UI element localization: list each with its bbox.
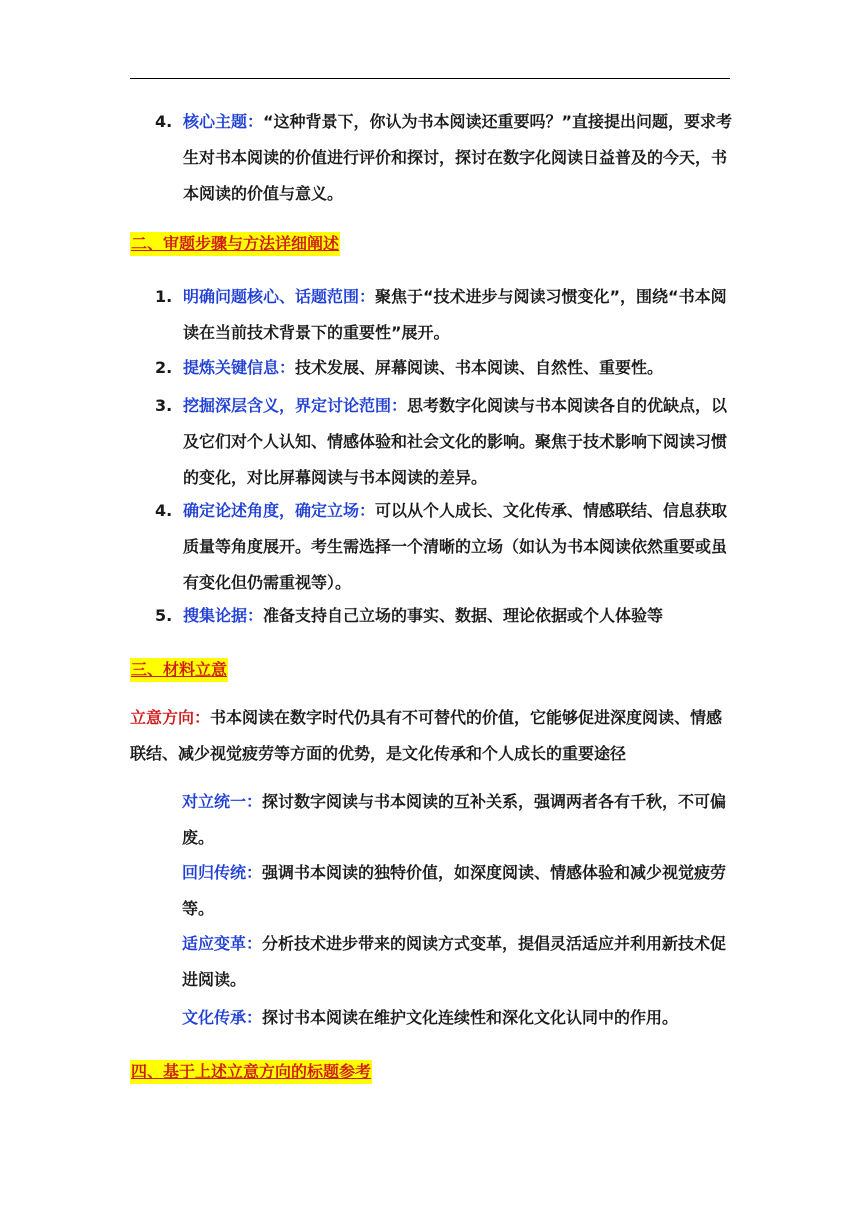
list-item-text	[183, 388, 735, 496]
item-label: 确定论述角度，确定立场：	[183, 501, 376, 520]
section-heading-3: 三、材料立意	[130, 658, 228, 682]
idea-label: 适应变革：	[182, 934, 263, 953]
list-number: 2.	[155, 358, 173, 377]
item-body: 技术发展、屏幕阅读、书本阅读、自然性、重要性。	[295, 358, 664, 377]
list-number: 5.	[155, 606, 173, 625]
header-rule	[130, 78, 730, 79]
list-item-text	[183, 104, 735, 212]
item-label: 核心主题：	[183, 112, 264, 131]
list-item	[155, 493, 735, 601]
list-item	[155, 388, 735, 496]
idea-text: 强调书本阅读的独特价值，如深度阅读、情感体验和减少视觉疲劳等。	[182, 863, 727, 918]
item-label: 提炼关键信息：	[183, 358, 296, 377]
main-idea-label: 立意方向：	[130, 708, 211, 727]
list-number: 3.	[155, 396, 173, 415]
item-body: “这种背景下，你认为书本阅读还重要吗？”直接提出问题，要求考生对书本阅读的价值进行评价和探讨，探讨在数字化阅读日益普及的今天，书本阅读的价值与意义。	[183, 112, 733, 203]
idea-direction-item	[182, 784, 734, 856]
item-body: 聚焦于“技术进步与阅读习惯变化”，围绕“书本阅读在当前技术背景下的重要性”展开。	[183, 287, 727, 342]
item-label: 明确问题核心、话题范围：	[183, 287, 376, 306]
item-body: 思考数字化阅读与书本阅读各自的优缺点，以及它们对个人认知、情感体验和社会文化的影响。聚焦于技术影响下阅读习惯的变化，对比屏幕阅读与书本阅读的差异。	[183, 396, 728, 487]
item-label: 挖掘深层含义，界定讨论范围：	[183, 396, 408, 415]
list-number: 4.	[155, 112, 173, 131]
idea-label: 文化传承：	[182, 1008, 263, 1027]
item-label: 搜集论据：	[183, 606, 264, 625]
idea-direction-item	[182, 1000, 734, 1036]
list-item-text	[183, 598, 735, 634]
list-number: 4.	[155, 501, 173, 520]
main-idea-text: 书本阅读在数字时代仍具有不可替代的价值，它能够促进深度阅读、情感联结、减少视觉疲劳等方面的优势，是文化传承和个人成长的重要途径	[130, 708, 723, 763]
idea-direction-item	[182, 855, 734, 927]
idea-text: 分析技术进步带来的阅读方式变革，提倡灵活适应并利用新技术促进阅读。	[182, 934, 727, 989]
section-heading-4: 四、基于上述立意方向的标题参考	[130, 1060, 372, 1084]
main-idea-paragraph	[130, 700, 732, 772]
list-item-text	[183, 279, 735, 351]
idea-label: 对立统一：	[182, 792, 263, 811]
list-item	[155, 350, 735, 386]
list-item	[155, 279, 735, 351]
section-heading-2: 二、审题步骤与方法详细阐述	[130, 232, 340, 256]
idea-direction-item	[182, 926, 734, 998]
item-body: 准备支持自己立场的事实、数据、理论依据或个人体验等	[263, 606, 664, 625]
list-item-text	[183, 350, 735, 386]
idea-text: 探讨书本阅读在维护文化连续性和深化文化认同中的作用。	[262, 1008, 679, 1027]
list-item-text	[183, 493, 735, 601]
idea-label: 回归传统：	[182, 863, 263, 882]
idea-text: 探讨数字阅读与书本阅读的互补关系，强调两者各有千秋，不可偏废。	[182, 792, 727, 847]
item-body: 可以从个人成长、文化传承、情感联结、信息获取质量等角度展开。考生需选择一个清晰的立场（如认为书本阅读依然重要或虽有变化但仍需重视等）。	[183, 501, 728, 592]
list-item	[155, 598, 735, 634]
list-item-core-theme	[155, 104, 735, 212]
list-number: 1.	[155, 287, 173, 306]
